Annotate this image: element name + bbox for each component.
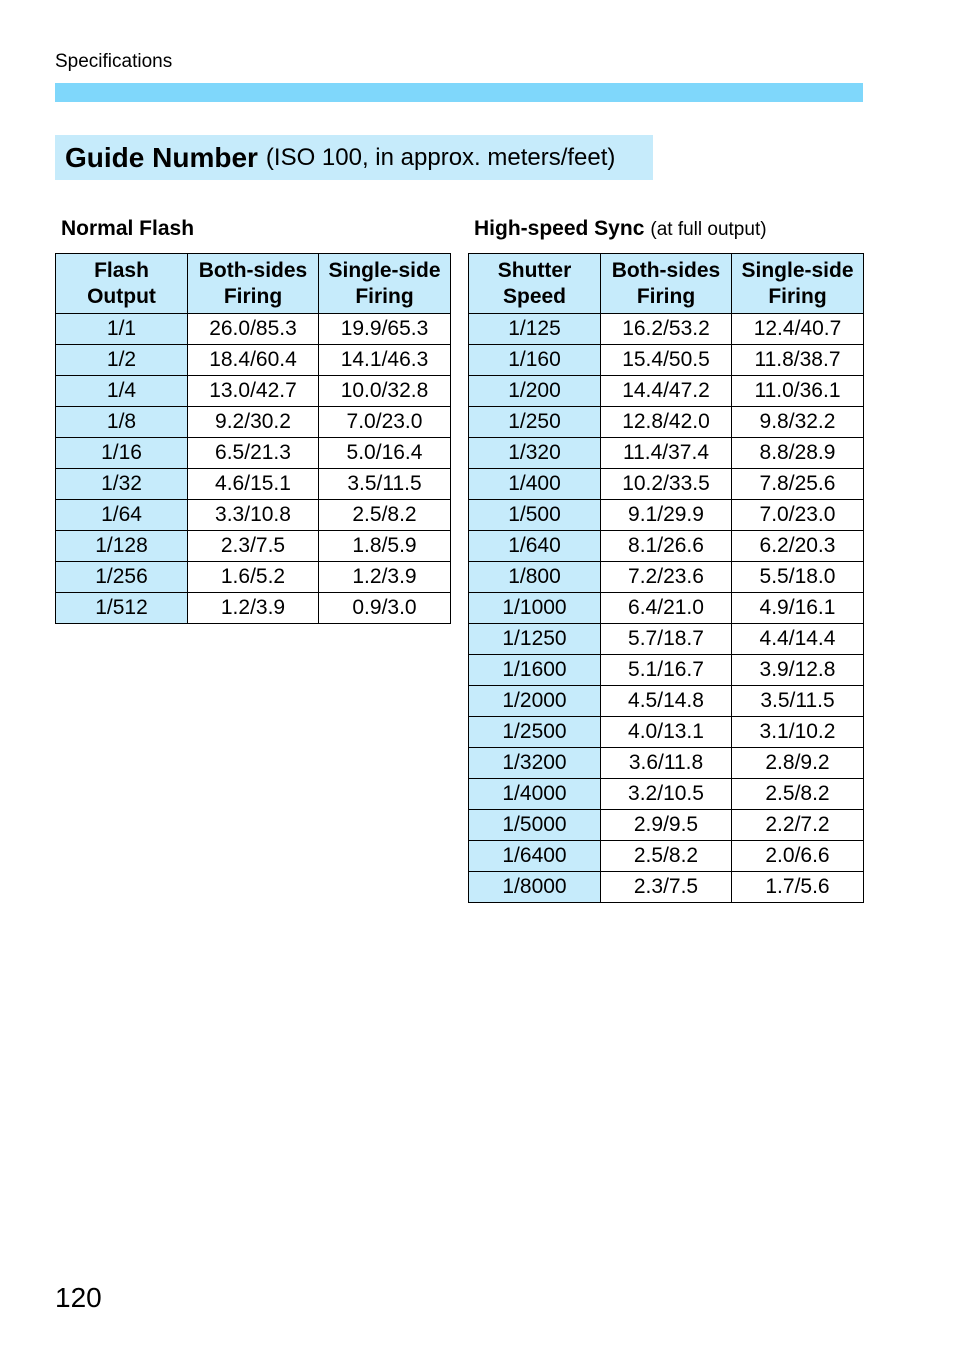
table-row [469, 810, 864, 841]
table-cell: 1/8 [56, 407, 188, 438]
column-header-line: Firing [768, 284, 827, 308]
table-cell: 3.1/10.2 [732, 717, 864, 748]
column-header-line: Single-side [741, 258, 854, 282]
table-cell: 3.9/12.8 [732, 655, 864, 686]
table-row [56, 531, 451, 562]
table-cell: 12.8/42.0 [601, 407, 732, 438]
high-speed-sync-label-text: High-speed Sync [474, 217, 645, 240]
table-cell: 1/1000 [469, 593, 601, 624]
table-cell: 4.0/13.1 [601, 717, 732, 748]
table-row [56, 407, 451, 438]
table-cell: 5.5/18.0 [732, 562, 864, 593]
table-cell: 6.4/21.0 [601, 593, 732, 624]
table-row [469, 748, 864, 779]
table-cell: 1/1250 [469, 624, 601, 655]
table-cell: 1/32 [56, 469, 188, 500]
table-cell: 1/16 [56, 438, 188, 469]
table-cell: 1.8/5.9 [319, 531, 451, 562]
table-row [469, 500, 864, 531]
table-cell: 1/8000 [469, 872, 601, 903]
table-cell: 3.5/11.5 [319, 469, 451, 500]
table-cell: 1/4 [56, 376, 188, 407]
table-cell: 5.7/18.7 [601, 624, 732, 655]
table-cell: 1/512 [56, 593, 188, 624]
table-row [469, 779, 864, 810]
table-cell: 1/2500 [469, 717, 601, 748]
table-cell: 1/1600 [469, 655, 601, 686]
table-cell: 1/128 [56, 531, 188, 562]
table-cell: 4.4/14.4 [732, 624, 864, 655]
table-cell: 1/800 [469, 562, 601, 593]
table-row [469, 655, 864, 686]
column-header-line: Shutter [497, 258, 572, 282]
table-cell: 3.2/10.5 [601, 779, 732, 810]
table-cell: 2.8/9.2 [732, 748, 864, 779]
table-cell: 1/125 [469, 314, 601, 345]
table-row [56, 376, 451, 407]
high-speed-sync-table [468, 253, 864, 903]
table-cell: 14.1/46.3 [319, 345, 451, 376]
table-cell: 6.2/20.3 [732, 531, 864, 562]
table-row [56, 345, 451, 376]
column-header-line: Output [87, 284, 156, 308]
column-header-line: Firing [636, 284, 696, 308]
table-cell: 1/160 [469, 345, 601, 376]
table-cell: 1.7/5.6 [732, 872, 864, 903]
table-cell: 1.6/5.2 [188, 562, 319, 593]
table-cell: 2.5/8.2 [601, 841, 732, 872]
normal-flash-label-text: Normal Flash [61, 217, 195, 240]
table-cell: 4.9/16.1 [732, 593, 864, 624]
table-cell: 6.5/21.3 [188, 438, 319, 469]
table-cell: 3.3/10.8 [188, 500, 319, 531]
table-cell: 9.2/30.2 [188, 407, 319, 438]
column-header-line: Both-sides [198, 258, 308, 282]
table-row [56, 438, 451, 469]
section-title-box [55, 135, 653, 180]
section-subtitle: (ISO 100, in approx. meters/feet) [265, 143, 616, 171]
column-header [319, 254, 451, 314]
table-cell: 2.5/8.2 [319, 500, 451, 531]
table-row [469, 717, 864, 748]
column-header [56, 254, 188, 314]
table-row [469, 686, 864, 717]
table-cell: 8.1/26.6 [601, 531, 732, 562]
table-row [469, 593, 864, 624]
table-cell: 11.8/38.7 [732, 345, 864, 376]
table-cell: 4.5/14.8 [601, 686, 732, 717]
column-header-line: Flash [94, 258, 149, 282]
normal-flash-table [55, 253, 451, 624]
table-cell: 2.2/7.2 [732, 810, 864, 841]
column-header [732, 254, 864, 314]
high-speed-sync-note: (at full output) [650, 219, 767, 240]
column-header [188, 254, 319, 314]
table-cell: 1/256 [56, 562, 188, 593]
table-row [56, 314, 451, 345]
table-cell: 1/1 [56, 314, 188, 345]
table-cell: 15.4/50.5 [601, 345, 732, 376]
section-title: Guide Number [65, 141, 258, 173]
column-header-line: Single-side [328, 258, 441, 282]
table-cell: 1/200 [469, 376, 601, 407]
column-header-line: Firing [355, 284, 414, 308]
table-cell: 3.6/11.8 [601, 748, 732, 779]
header-accent-bar [55, 83, 863, 102]
table-row [469, 407, 864, 438]
table-cell: 1/640 [469, 531, 601, 562]
table-cell: 1.2/3.9 [188, 593, 319, 624]
table-cell: 1/64 [56, 500, 188, 531]
table-cell: 2.0/6.6 [732, 841, 864, 872]
table-cell: 7.0/23.0 [732, 500, 864, 531]
table-cell: 1/3200 [469, 748, 601, 779]
table-cell: 14.4/47.2 [601, 376, 732, 407]
table-cell: 5.1/16.7 [601, 655, 732, 686]
table-cell: 18.4/60.4 [188, 345, 319, 376]
column-header-line: Speed [502, 284, 567, 308]
table-row [469, 872, 864, 903]
column-header-line: Both-sides [611, 258, 721, 282]
table-cell: 2.5/8.2 [732, 779, 864, 810]
column-header-line: Firing [223, 284, 283, 308]
table-cell: 1/2 [56, 345, 188, 376]
table-row [469, 531, 864, 562]
table-row [56, 562, 451, 593]
table-header-row [56, 254, 451, 314]
table-row [56, 500, 451, 531]
table-cell: 2.3/7.5 [188, 531, 319, 562]
table-cell: 19.9/65.3 [319, 314, 451, 345]
table-row [56, 469, 451, 500]
table-cell: 1.2/3.9 [319, 562, 451, 593]
table-cell: 5.0/16.4 [319, 438, 451, 469]
table-row [469, 376, 864, 407]
running-head: Specifications [55, 51, 173, 72]
table-row [469, 562, 864, 593]
table-row [56, 593, 451, 624]
table-cell: 9.8/32.2 [732, 407, 864, 438]
normal-flash-label [61, 217, 194, 241]
table-row [469, 469, 864, 500]
table-cell: 2.3/7.5 [601, 872, 732, 903]
table-cell: 2.9/9.5 [601, 810, 732, 841]
table-header-row [469, 254, 864, 314]
table-cell: 1/5000 [469, 810, 601, 841]
table-cell: 9.1/29.9 [601, 500, 732, 531]
table-cell: 1/250 [469, 407, 601, 438]
table-cell: 1/6400 [469, 841, 601, 872]
table-cell: 7.0/23.0 [319, 407, 451, 438]
table-cell: 7.8/25.6 [732, 469, 864, 500]
table-cell: 16.2/53.2 [601, 314, 732, 345]
table-cell: 13.0/42.7 [188, 376, 319, 407]
table-cell: 1/500 [469, 500, 601, 531]
table-cell: 26.0/85.3 [188, 314, 319, 345]
table-row [469, 438, 864, 469]
table-cell: 3.5/11.5 [732, 686, 864, 717]
table-cell: 1/320 [469, 438, 601, 469]
table-cell: 10.2/33.5 [601, 469, 732, 500]
table-row [469, 841, 864, 872]
page-number: 120 [55, 1282, 102, 1313]
table-cell: 1/4000 [469, 779, 601, 810]
column-header [601, 254, 732, 314]
table-cell: 11.0/36.1 [732, 376, 864, 407]
table-cell: 11.4/37.4 [601, 438, 732, 469]
table-cell: 12.4/40.7 [732, 314, 864, 345]
table-row [469, 345, 864, 376]
table-cell: 4.6/15.1 [188, 469, 319, 500]
table-cell: 10.0/32.8 [319, 376, 451, 407]
table-cell: 0.9/3.0 [319, 593, 451, 624]
table-cell: 1/400 [469, 469, 601, 500]
table-row [469, 314, 864, 345]
table-cell: 8.8/28.9 [732, 438, 864, 469]
table-cell: 7.2/23.6 [601, 562, 732, 593]
high-speed-sync-label [474, 217, 767, 241]
table-row [469, 624, 864, 655]
column-header [469, 254, 601, 314]
table-cell: 1/2000 [469, 686, 601, 717]
